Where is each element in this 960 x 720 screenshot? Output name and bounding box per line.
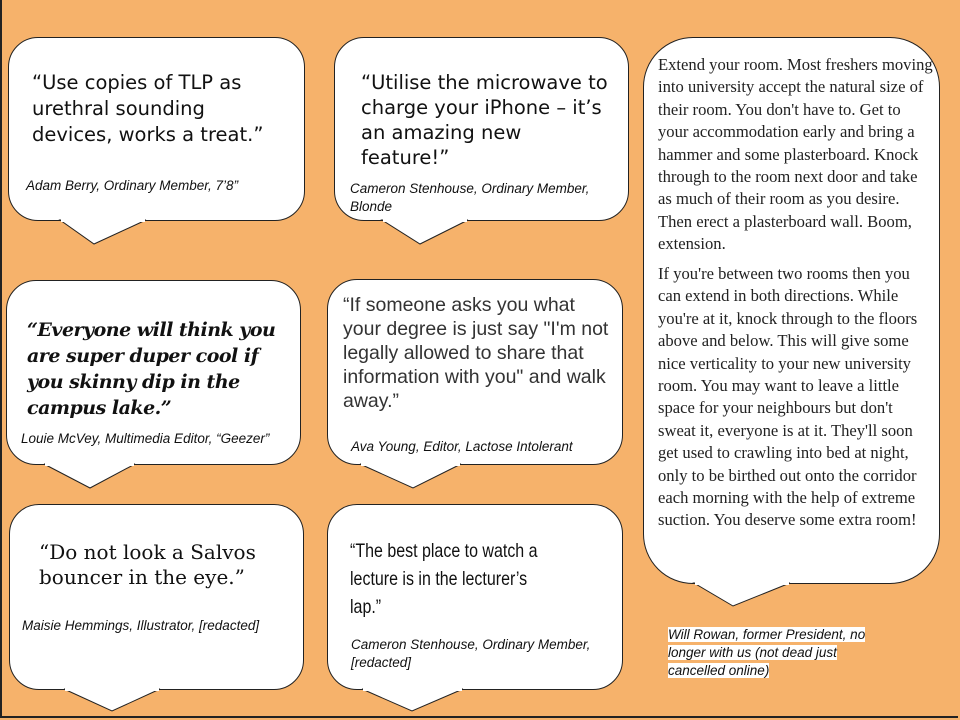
quote-text-1: “Use copies of TLP as urethral sounding devices, works a treat.” xyxy=(32,71,264,146)
quote-credit-3: Louie McVey, Multimedia Editor, “Geezer” xyxy=(21,431,270,446)
speech-bubble-1-tail xyxy=(58,219,148,247)
quote-credit-6: Cameron Stenhouse, Ordinary Member, [redacted] xyxy=(351,637,591,670)
speech-bubble-4-tail xyxy=(358,463,463,491)
quote-text-6: “The best place to watch a lecture is in the lecturer’s lap.” xyxy=(350,540,538,618)
quote-credit-1: Adam Berry, Ordinary Member, 7’8” xyxy=(26,178,239,193)
long-quote-paragraph-1: Extend your room. Most freshers moving into university accept the natural size of their room. You don't have to. Get to your accommodation early and bring a hammer and some plasterboard. Knock through to the room next door and take as much of their room as you desire. Then erect a plasterboard wall. Boom, extension. xyxy=(658,55,933,254)
quote-credit-2: Cameron Stenhouse, Ordinary Member, Blonde xyxy=(350,181,590,214)
long-quote-paragraph-2: If you're between two rooms then you can extend in both directions. While you're at it, knock through to the floors above and below. This will give some nice verticality to your new university room. You may want to leave a little space for your neighbours but don't sweat it, everyone is at it. They'll soon get used to crawling into bed at night, only to be birthed out onto the corridor each morning with the help of extreme suction. You deserve some extra room! xyxy=(658,264,918,530)
quote-text-3: “Everyone will think you are super duper cool if you skinny dip in the campus lake.” xyxy=(27,319,276,419)
quote-credit-4: Ava Young, Editor, Lactose Intolerant xyxy=(351,439,573,454)
speech-bubble-5-tail xyxy=(62,688,162,714)
long-quote-credit-text: Will Rowan, former President, no longer with us (not dead just cancelled online) xyxy=(668,627,866,678)
speech-bubble-3-tail xyxy=(42,463,137,491)
speech-bubble-2-tail xyxy=(380,219,470,247)
speech-bubble-6-tail xyxy=(360,688,465,714)
quote-text-2: “Utilise the microwave to charge your iPhone – it’s an amazing new feature!” xyxy=(361,71,608,169)
speech-bubble-7-tail xyxy=(692,582,792,608)
quote-text-4: “If someone asks you what your degree is just say "I'm not legally allowed to share that information with you" and walk away.” xyxy=(343,294,609,412)
speech-bubble-5 xyxy=(9,504,304,690)
quote-text-5: “Do not look a Salvos bouncer in the eye.” xyxy=(39,540,256,589)
long-quote-credit xyxy=(668,626,888,680)
quote-credit-5: Maisie Hemmings, Illustrator, [redacted] xyxy=(22,618,260,633)
